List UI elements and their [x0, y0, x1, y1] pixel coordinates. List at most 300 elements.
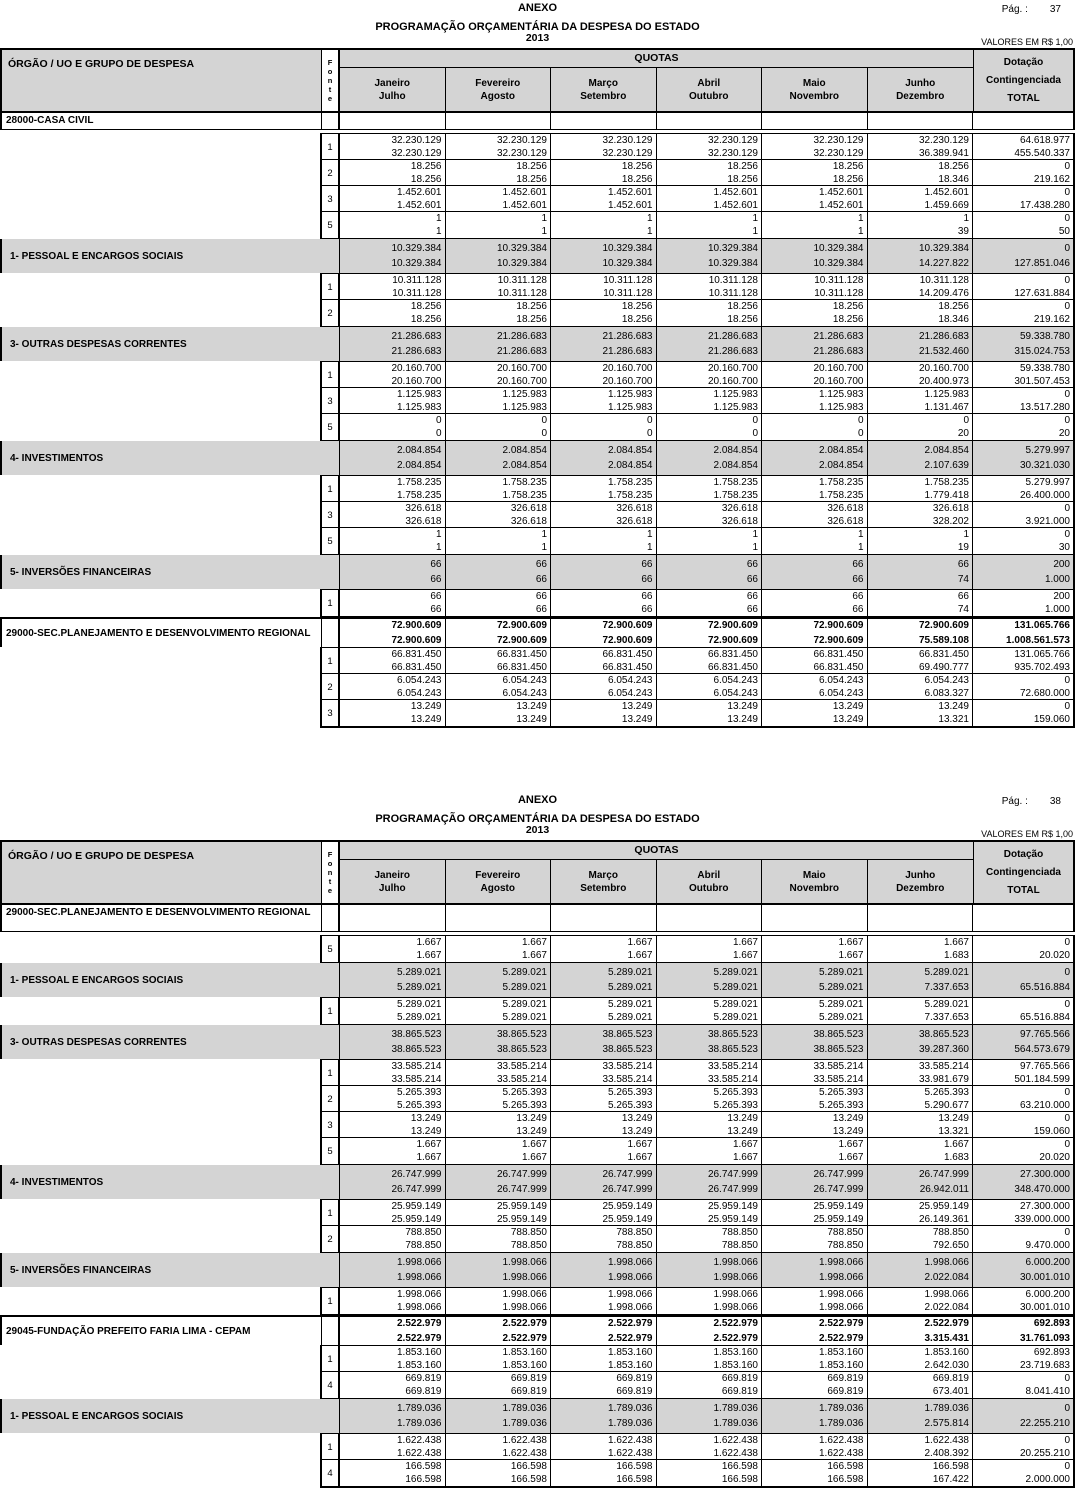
month-second-half-label: Dezembro: [896, 90, 945, 102]
quota-cell-first-half-value: 38.865.523: [918, 1028, 969, 1040]
quota-cell-first-half-value: 2.522.979: [608, 1318, 653, 1329]
quota-cell-first-half-value: 5.289.021: [502, 999, 547, 1010]
quota-cell: [340, 528, 446, 554]
quota-cell: [868, 1025, 974, 1059]
quota-cell: [868, 1253, 974, 1287]
quota-cell: [762, 300, 868, 326]
quota-cell: [340, 1165, 446, 1199]
quota-cell-second-half-value: 10.311.128: [392, 288, 442, 299]
quota-cell: [551, 362, 657, 388]
quota-cell-second-half-value: 1.452.601: [713, 200, 758, 211]
quota-cell-first-half-value: 32.230.129: [602, 135, 653, 146]
quota-cell-second-half-value: 2.522.979: [819, 1333, 864, 1344]
quota-cell: [657, 1200, 763, 1226]
month-column-header: [657, 860, 763, 903]
dotacao-total-cell: [973, 1025, 1073, 1059]
quota-cell-first-half-value: 10.329.384: [707, 242, 758, 254]
quota-cell-first-half-value: 2.084.854: [924, 444, 969, 456]
fonte-letter: e: [327, 886, 333, 895]
quota-cell: [551, 1112, 657, 1138]
quota-cell-second-half-value: 326.618: [721, 516, 758, 527]
quota-cell-first-half-value: 1.125.983: [608, 389, 653, 400]
group-label: 3- OUTRAS DESPESAS CORRENTES: [2, 1025, 340, 1059]
fonte-row: [322, 362, 1073, 388]
dotacao-total-cell-second-half-value: 20.020: [1039, 950, 1070, 961]
quota-cell-second-half-value: 1.683: [943, 950, 969, 961]
quota-cell-first-half-value: 2.084.854: [502, 444, 547, 456]
fonte-letter: t: [328, 877, 332, 886]
fonte-row: [322, 1372, 1073, 1398]
dotacao-total-cell-first-half-value: 27.300.000: [1019, 1201, 1070, 1212]
quota-cell: [762, 327, 868, 361]
dotacao-total-cell-first-half-value: 0: [1064, 1373, 1070, 1384]
fonte-row: [322, 300, 1073, 326]
quota-cell: [868, 998, 974, 1024]
quota-cell-first-half-value: 1.622.438: [608, 1435, 653, 1446]
page-header: [0, 794, 1075, 840]
fonte-block: [0, 589, 1075, 617]
quota-cell: [340, 300, 446, 326]
dotacao-total-cell-second-half-value: 348.470.000: [1014, 1184, 1070, 1196]
quota-cell-first-half-value: 1: [435, 529, 442, 540]
quota-cell: [340, 388, 446, 414]
quota-cell: [868, 1399, 974, 1433]
quota-cell-first-half-value: 6.054.243: [819, 675, 864, 686]
month-second-half-label: Setembro: [580, 90, 627, 102]
quota-cell-second-half-value: 1.667: [416, 950, 442, 961]
quota-cell-first-half-value: 5.265.393: [924, 1087, 969, 1098]
quota-cell: [446, 441, 552, 475]
dotacao-total-cell: [973, 700, 1073, 726]
quota-cell-first-half-value: 1: [752, 213, 758, 224]
quota-cell: [446, 414, 552, 440]
quota-cell-second-half-value: 66: [746, 574, 758, 586]
quota-cell-second-half-value: 1: [541, 542, 547, 553]
quota-cell: [868, 239, 974, 273]
quota-cell-first-half-value: 669.819: [932, 1373, 969, 1384]
dotacao-total-cell-second-half-value: 339.000.000: [1014, 1214, 1070, 1225]
quota-cell: [340, 1086, 446, 1112]
quota-cell: [551, 160, 657, 186]
quota-cell: [340, 998, 446, 1024]
quota-cell-first-half-value: 326.618: [721, 503, 758, 514]
quota-cell: [340, 905, 446, 931]
fonte-number: 1: [322, 1060, 340, 1086]
quota-cell-first-half-value: 166.598: [827, 1461, 864, 1472]
orgao-column-header: ÓRGÃO / UO E GRUPO DE DESPESA: [2, 842, 322, 903]
quota-cell: [657, 414, 763, 440]
quota-cell-second-half-value: 1: [857, 542, 864, 553]
dotacao-total-cell-second-half-value: 127.851.046: [1014, 258, 1070, 270]
quota-cell: [762, 1138, 868, 1164]
fonte-row: [322, 160, 1073, 186]
dotacao-total-cell-first-half-value: 131.065.766: [1014, 620, 1070, 631]
quota-cell-first-half-value: 166.598: [405, 1461, 442, 1472]
quota-cell-first-half-value: 33.585.214: [918, 1061, 969, 1072]
quota-cell: [868, 1434, 974, 1460]
dotacao-total-cell: [973, 619, 1073, 647]
quota-cell-first-half-value: 1.853.160: [924, 1347, 969, 1358]
month-column-header: [868, 68, 974, 111]
dotacao-total-cell: [973, 502, 1073, 528]
fonte-block: [0, 1287, 1075, 1315]
quota-cell-second-half-value: 21.286.683: [496, 346, 547, 358]
month-second-half-label: Outubro: [689, 882, 729, 894]
quota-cell-second-half-value: 2.084.854: [819, 460, 864, 472]
quota-cell-first-half-value: 1.667: [627, 1139, 653, 1150]
org-total-row: [0, 617, 1075, 647]
fonte-letter: t: [328, 85, 332, 94]
quota-cell-first-half-value: 1.125.983: [397, 389, 442, 400]
quota-cell-second-half-value: 14.227.822: [918, 258, 969, 270]
quota-cell: [868, 1317, 974, 1345]
table-header: [0, 840, 1075, 905]
quota-cell-first-half-value: 166.598: [510, 1461, 547, 1472]
group-label: 1- PESSOAL E ENCARGOS SOCIAIS: [2, 239, 340, 273]
quota-cell-second-half-value: 1.622.438: [608, 1448, 653, 1459]
dotacao-total-cell-first-half-value: 0: [1064, 701, 1070, 712]
quota-cell: [446, 1165, 552, 1199]
quota-cell-first-half-value: 66: [641, 591, 653, 602]
report-title: PROGRAMAÇÃO ORÇAMENTÁRIA DA DESPESA DO ESTADO: [375, 21, 700, 33]
quota-cell-first-half-value: 26.747.999: [602, 1168, 653, 1180]
dotacao-total-cell-first-half-value: 0: [1064, 529, 1070, 540]
quota-cell: [340, 700, 446, 726]
quota-cell: [551, 1288, 657, 1314]
fonte-row: [322, 134, 1073, 160]
quota-cell-second-half-value: 13.321: [938, 1126, 969, 1137]
quota-cell: [551, 239, 657, 273]
quota-cell-second-half-value: 1.998.066: [819, 1302, 864, 1313]
quota-cell-second-half-value: 1.667: [732, 1152, 758, 1163]
quota-cell-second-half-value: 788.850: [405, 1240, 442, 1251]
quota-cell-first-half-value: 26.747.999: [496, 1168, 547, 1180]
quota-cell-second-half-value: 26.747.999: [391, 1184, 442, 1196]
quota-cell-second-half-value: 1.789.036: [713, 1418, 758, 1430]
quota-cell-second-half-value: 1.622.438: [397, 1448, 442, 1459]
quota-cell: [762, 1060, 868, 1086]
fonte-block-spacer: [0, 1059, 320, 1165]
quota-cell-second-half-value: 66: [430, 574, 442, 586]
quota-cell: [868, 528, 974, 554]
quota-cell-first-half-value: 18.256: [621, 301, 653, 312]
quota-cell-first-half-value: 66: [852, 558, 864, 570]
quota-cell-first-half-value: 1.452.601: [502, 187, 547, 198]
quota-cell-second-half-value: 32.230.129: [391, 148, 442, 159]
fonte-row: [322, 388, 1073, 414]
fonte-row: [322, 186, 1073, 212]
quota-cell-first-half-value: 1.667: [838, 1139, 864, 1150]
quota-cell: [868, 160, 974, 186]
fonte-block-box: [320, 997, 1075, 1025]
quota-cell: [551, 441, 657, 475]
quota-cell: [340, 186, 446, 212]
fonte-block-spacer: [0, 647, 320, 728]
quota-cell-first-half-value: 33.585.214: [496, 1061, 547, 1072]
dotacao-total-cell: [973, 274, 1073, 300]
table-header: [0, 48, 1075, 113]
fonte-block: [0, 647, 1075, 728]
dotacao-total-cell-first-half-value: 0: [1064, 675, 1070, 686]
quota-cell-second-half-value: 1.683: [943, 1152, 969, 1163]
quota-cell-first-half-value: 38.865.523: [813, 1028, 864, 1040]
quota-cell-first-half-value: 1.622.438: [502, 1435, 547, 1446]
month-column-header: [551, 860, 657, 903]
quota-cell: [762, 1288, 868, 1314]
quota-cell-second-half-value: 7.337.653: [924, 982, 969, 994]
quota-cell-first-half-value: 38.865.523: [707, 1028, 758, 1040]
quota-cell-first-half-value: 6.054.243: [608, 675, 653, 686]
quota-cell-second-half-value: 72.900.609: [707, 635, 758, 646]
quota-cell: [551, 998, 657, 1024]
quota-cell-first-half-value: 1.789.036: [713, 1402, 758, 1414]
quota-cell-second-half-value: 66: [641, 604, 653, 615]
dotacao-total-cell: [973, 998, 1073, 1024]
fonte-block-box: [320, 273, 1075, 327]
quota-cell-second-half-value: 669.819: [510, 1386, 547, 1397]
quota-cell-first-half-value: 1: [857, 213, 864, 224]
fonte-number: 1: [322, 362, 340, 388]
quota-cell-second-half-value: 7.337.653: [924, 1012, 969, 1023]
quota-cell-first-half-value: 1.125.983: [502, 389, 547, 400]
quota-cell-second-half-value: 1: [646, 226, 653, 237]
quota-cell-second-half-value: 1.131.467: [924, 402, 969, 413]
quota-cell-second-half-value: 26.747.999: [707, 1184, 758, 1196]
quota-cell-second-half-value: 0: [541, 428, 547, 439]
quota-cell-first-half-value: 1.789.036: [608, 1402, 653, 1414]
quota-cell: [657, 1399, 763, 1433]
quota-cell: [446, 476, 552, 502]
quota-cell-second-half-value: 1: [435, 542, 442, 553]
quota-cell-second-half-value: 6.083.327: [924, 688, 969, 699]
quota-cell-second-half-value: 0: [857, 428, 864, 439]
dotacao-total-cell-first-half-value: 6.000.200: [1025, 1289, 1070, 1300]
quota-cell-second-half-value: 2.084.854: [502, 460, 547, 472]
dotacao-total-cell-first-half-value: 200: [1053, 558, 1070, 570]
quota-cell: [868, 1112, 974, 1138]
group-band-row: [0, 555, 1075, 589]
quota-cell: [446, 1460, 552, 1486]
quota-cell-first-half-value: 166.598: [932, 1461, 969, 1472]
dotacao-total-cell: [973, 1317, 1073, 1345]
quota-cell-first-half-value: 5.289.021: [713, 999, 758, 1010]
fonte-block: [0, 935, 1075, 963]
quota-cell-first-half-value: 10.329.384: [496, 242, 547, 254]
quota-cell-second-half-value: 5.265.393: [608, 1100, 653, 1111]
quota-cell: [868, 1060, 974, 1086]
quota-cell-first-half-value: 1.125.983: [924, 389, 969, 400]
quota-cell-second-half-value: 66.831.450: [813, 662, 864, 673]
dotacao-total-cell: [973, 963, 1073, 997]
quota-cell: [551, 327, 657, 361]
quota-cell-first-half-value: 72.900.609: [391, 620, 442, 631]
month-column-header: [762, 68, 868, 111]
fonte-block-spacer: [0, 997, 320, 1025]
quota-cell-second-half-value: 788.850: [827, 1240, 864, 1251]
quota-cell: [551, 476, 657, 502]
quota-cell: [657, 1253, 763, 1287]
fonte-number: 1: [322, 274, 340, 300]
quota-cell-second-half-value: 18.256: [832, 314, 864, 325]
quota-cell-first-half-value: 2.522.979: [819, 1318, 864, 1329]
quota-cell-first-half-value: 18.256: [832, 301, 864, 312]
dotacao-total-cell: [973, 1288, 1073, 1314]
quota-cell-second-half-value: 1.667: [627, 1152, 653, 1163]
quota-cell-first-half-value: 5.289.021: [713, 966, 758, 978]
quota-cell: [340, 1060, 446, 1086]
quota-cell: [340, 362, 446, 388]
quota-cell: [868, 1200, 974, 1226]
quota-cell-first-half-value: 1.758.235: [924, 477, 969, 488]
quota-cell-first-half-value: 5.289.021: [924, 999, 969, 1010]
group-label: 4- INVESTIMENTOS: [2, 1165, 340, 1199]
quota-cell: [551, 300, 657, 326]
quota-cell-first-half-value: 10.329.384: [602, 242, 653, 254]
quota-cell-second-half-value: 1.758.235: [502, 490, 547, 501]
quota-cell: [868, 1346, 974, 1372]
dotacao-total-cell-first-half-value: 0: [1064, 1087, 1070, 1098]
quota-cell-first-half-value: 25.959.149: [602, 1201, 653, 1212]
quota-cell: [657, 160, 763, 186]
dotacao-total-cell: [973, 1434, 1073, 1460]
fonte-number: 2: [322, 674, 340, 700]
fonte-row: [322, 1060, 1073, 1086]
quota-cell-first-half-value: 21.286.683: [391, 330, 442, 342]
dotacao-total-cell: [973, 905, 1073, 931]
quota-cell-first-half-value: 788.850: [721, 1227, 758, 1238]
fonte-number: 1: [322, 1200, 340, 1226]
quota-cell-first-half-value: 1.998.066: [608, 1256, 653, 1268]
quota-cell-second-half-value: 25.959.149: [707, 1214, 758, 1225]
fonte-number: 5: [322, 212, 340, 238]
quota-cell-second-half-value: 5.265.393: [502, 1100, 547, 1111]
quota-cell-first-half-value: 10.329.384: [391, 242, 442, 254]
quota-cell-first-half-value: 1.622.438: [397, 1435, 442, 1446]
quota-cell: [868, 555, 974, 589]
quota-cell-second-half-value: 2.107.639: [924, 460, 969, 472]
quota-cell: [868, 414, 974, 440]
quota-cell: [657, 1112, 763, 1138]
quota-cell-first-half-value: 26.747.999: [918, 1168, 969, 1180]
quota-cell-second-half-value: 2.022.084: [924, 1272, 969, 1284]
quota-cell-second-half-value: 326.618: [510, 516, 547, 527]
quota-cell: [868, 619, 974, 647]
quota-cell: [340, 502, 446, 528]
quota-cell-second-half-value: 20.400.973: [918, 376, 969, 387]
quota-cell: [762, 1112, 868, 1138]
quota-cell-first-half-value: 66: [746, 558, 758, 570]
quota-cell: [868, 1086, 974, 1112]
fonte-number: 2: [322, 300, 340, 326]
quota-cell-first-half-value: 1: [646, 529, 653, 540]
month-first-half-label: Abril: [697, 77, 721, 89]
quota-cell-first-half-value: 1.622.438: [713, 1435, 758, 1446]
dotacao-header-line: Dotação: [1003, 57, 1044, 68]
quota-cell: [446, 555, 552, 589]
fonte-block: [0, 475, 1075, 555]
dotacao-total-cell-second-half-value: 23.719.683: [1019, 1360, 1070, 1371]
quota-cell: [551, 274, 657, 300]
quota-cell-second-half-value: 18.346: [938, 174, 969, 185]
quota-cell: [868, 648, 974, 674]
quota-cell-first-half-value: 72.900.609: [496, 620, 547, 631]
dotacao-total-cell-second-half-value: 20: [1058, 428, 1070, 439]
quota-cell: [446, 186, 552, 212]
quota-cell: [762, 1460, 868, 1486]
quota-cell-second-half-value: 21.532.460: [918, 346, 969, 358]
fonte-row: [322, 274, 1073, 300]
quota-cell: [340, 590, 446, 616]
quota-cell-second-half-value: 66.831.450: [602, 662, 653, 673]
fonte-letter: F: [327, 850, 333, 859]
quota-cell: [446, 160, 552, 186]
dotacao-total-cell: [973, 186, 1073, 212]
quota-cell-second-half-value: 26.747.999: [602, 1184, 653, 1196]
quota-cell: [657, 555, 763, 589]
quota-cell-second-half-value: 1.667: [416, 1152, 442, 1163]
dotacao-total-cell: [973, 1253, 1073, 1287]
quota-cell-first-half-value: 72.900.609: [918, 620, 969, 631]
quota-cell-first-half-value: 6.054.243: [924, 675, 969, 686]
fonte-block: [0, 361, 1075, 441]
quota-cell-second-half-value: 26.149.361: [918, 1214, 969, 1225]
quota-cell-first-half-value: 2.084.854: [397, 444, 442, 456]
quota-cell-first-half-value: 1: [752, 529, 758, 540]
quota-cell-second-half-value: 32.230.129: [813, 148, 864, 159]
quota-cell-first-half-value: 10.329.384: [918, 242, 969, 254]
quota-cell-second-half-value: 69.490.777: [918, 662, 969, 673]
quota-cell-first-half-value: 66.831.450: [918, 649, 969, 660]
quota-cell-first-half-value: 1.998.066: [819, 1256, 864, 1268]
quota-cell-first-half-value: 669.819: [721, 1373, 758, 1384]
quota-cell-second-half-value: 5.289.021: [502, 1012, 547, 1023]
quota-cell-first-half-value: 18.256: [621, 161, 653, 172]
quota-cell: [340, 476, 446, 502]
quota-cell-first-half-value: 5.289.021: [924, 966, 969, 978]
quota-cell-second-half-value: 18.256: [410, 174, 442, 185]
quota-cell: [657, 1226, 763, 1252]
fonte-row: [322, 1086, 1073, 1112]
month-first-half-label: Junho: [905, 77, 936, 89]
month-first-half-label: Março: [588, 869, 618, 881]
quota-cell: [868, 590, 974, 616]
quota-cell-second-half-value: 13.249: [621, 714, 653, 725]
dotacao-total-cell-second-half-value: 30.321.030: [1019, 460, 1070, 472]
quota-cell-second-half-value: 13.249: [727, 714, 758, 725]
quota-cell-second-half-value: 2.522.979: [397, 1333, 442, 1344]
quota-cell: [446, 700, 552, 726]
quota-cell-second-half-value: 1: [857, 226, 864, 237]
fonte-row: [322, 1200, 1073, 1226]
quota-cell: [446, 648, 552, 674]
quota-cell-second-half-value: 38.865.523: [602, 1044, 653, 1056]
quota-cell-second-half-value: 166.598: [827, 1474, 864, 1485]
quota-cell-first-half-value: 2.522.979: [397, 1318, 442, 1329]
quota-cell: [657, 1086, 763, 1112]
quota-cell: [551, 1200, 657, 1226]
fonte-number: 2: [322, 1226, 340, 1252]
page-header: [0, 2, 1075, 48]
quota-cell-second-half-value: 21.286.683: [602, 346, 653, 358]
quota-cell: [762, 414, 868, 440]
dotacao-total-cell-first-half-value: 59.338.780: [1019, 363, 1070, 374]
dotacao-total-cell: [973, 1346, 1073, 1372]
quota-cell-second-half-value: 18.346: [938, 314, 969, 325]
quota-cell-second-half-value: 72.900.609: [391, 635, 442, 646]
quota-cell-second-half-value: 13.249: [516, 714, 547, 725]
fonte-block-spacer: [0, 273, 320, 327]
fonte-letter: o: [327, 859, 333, 868]
